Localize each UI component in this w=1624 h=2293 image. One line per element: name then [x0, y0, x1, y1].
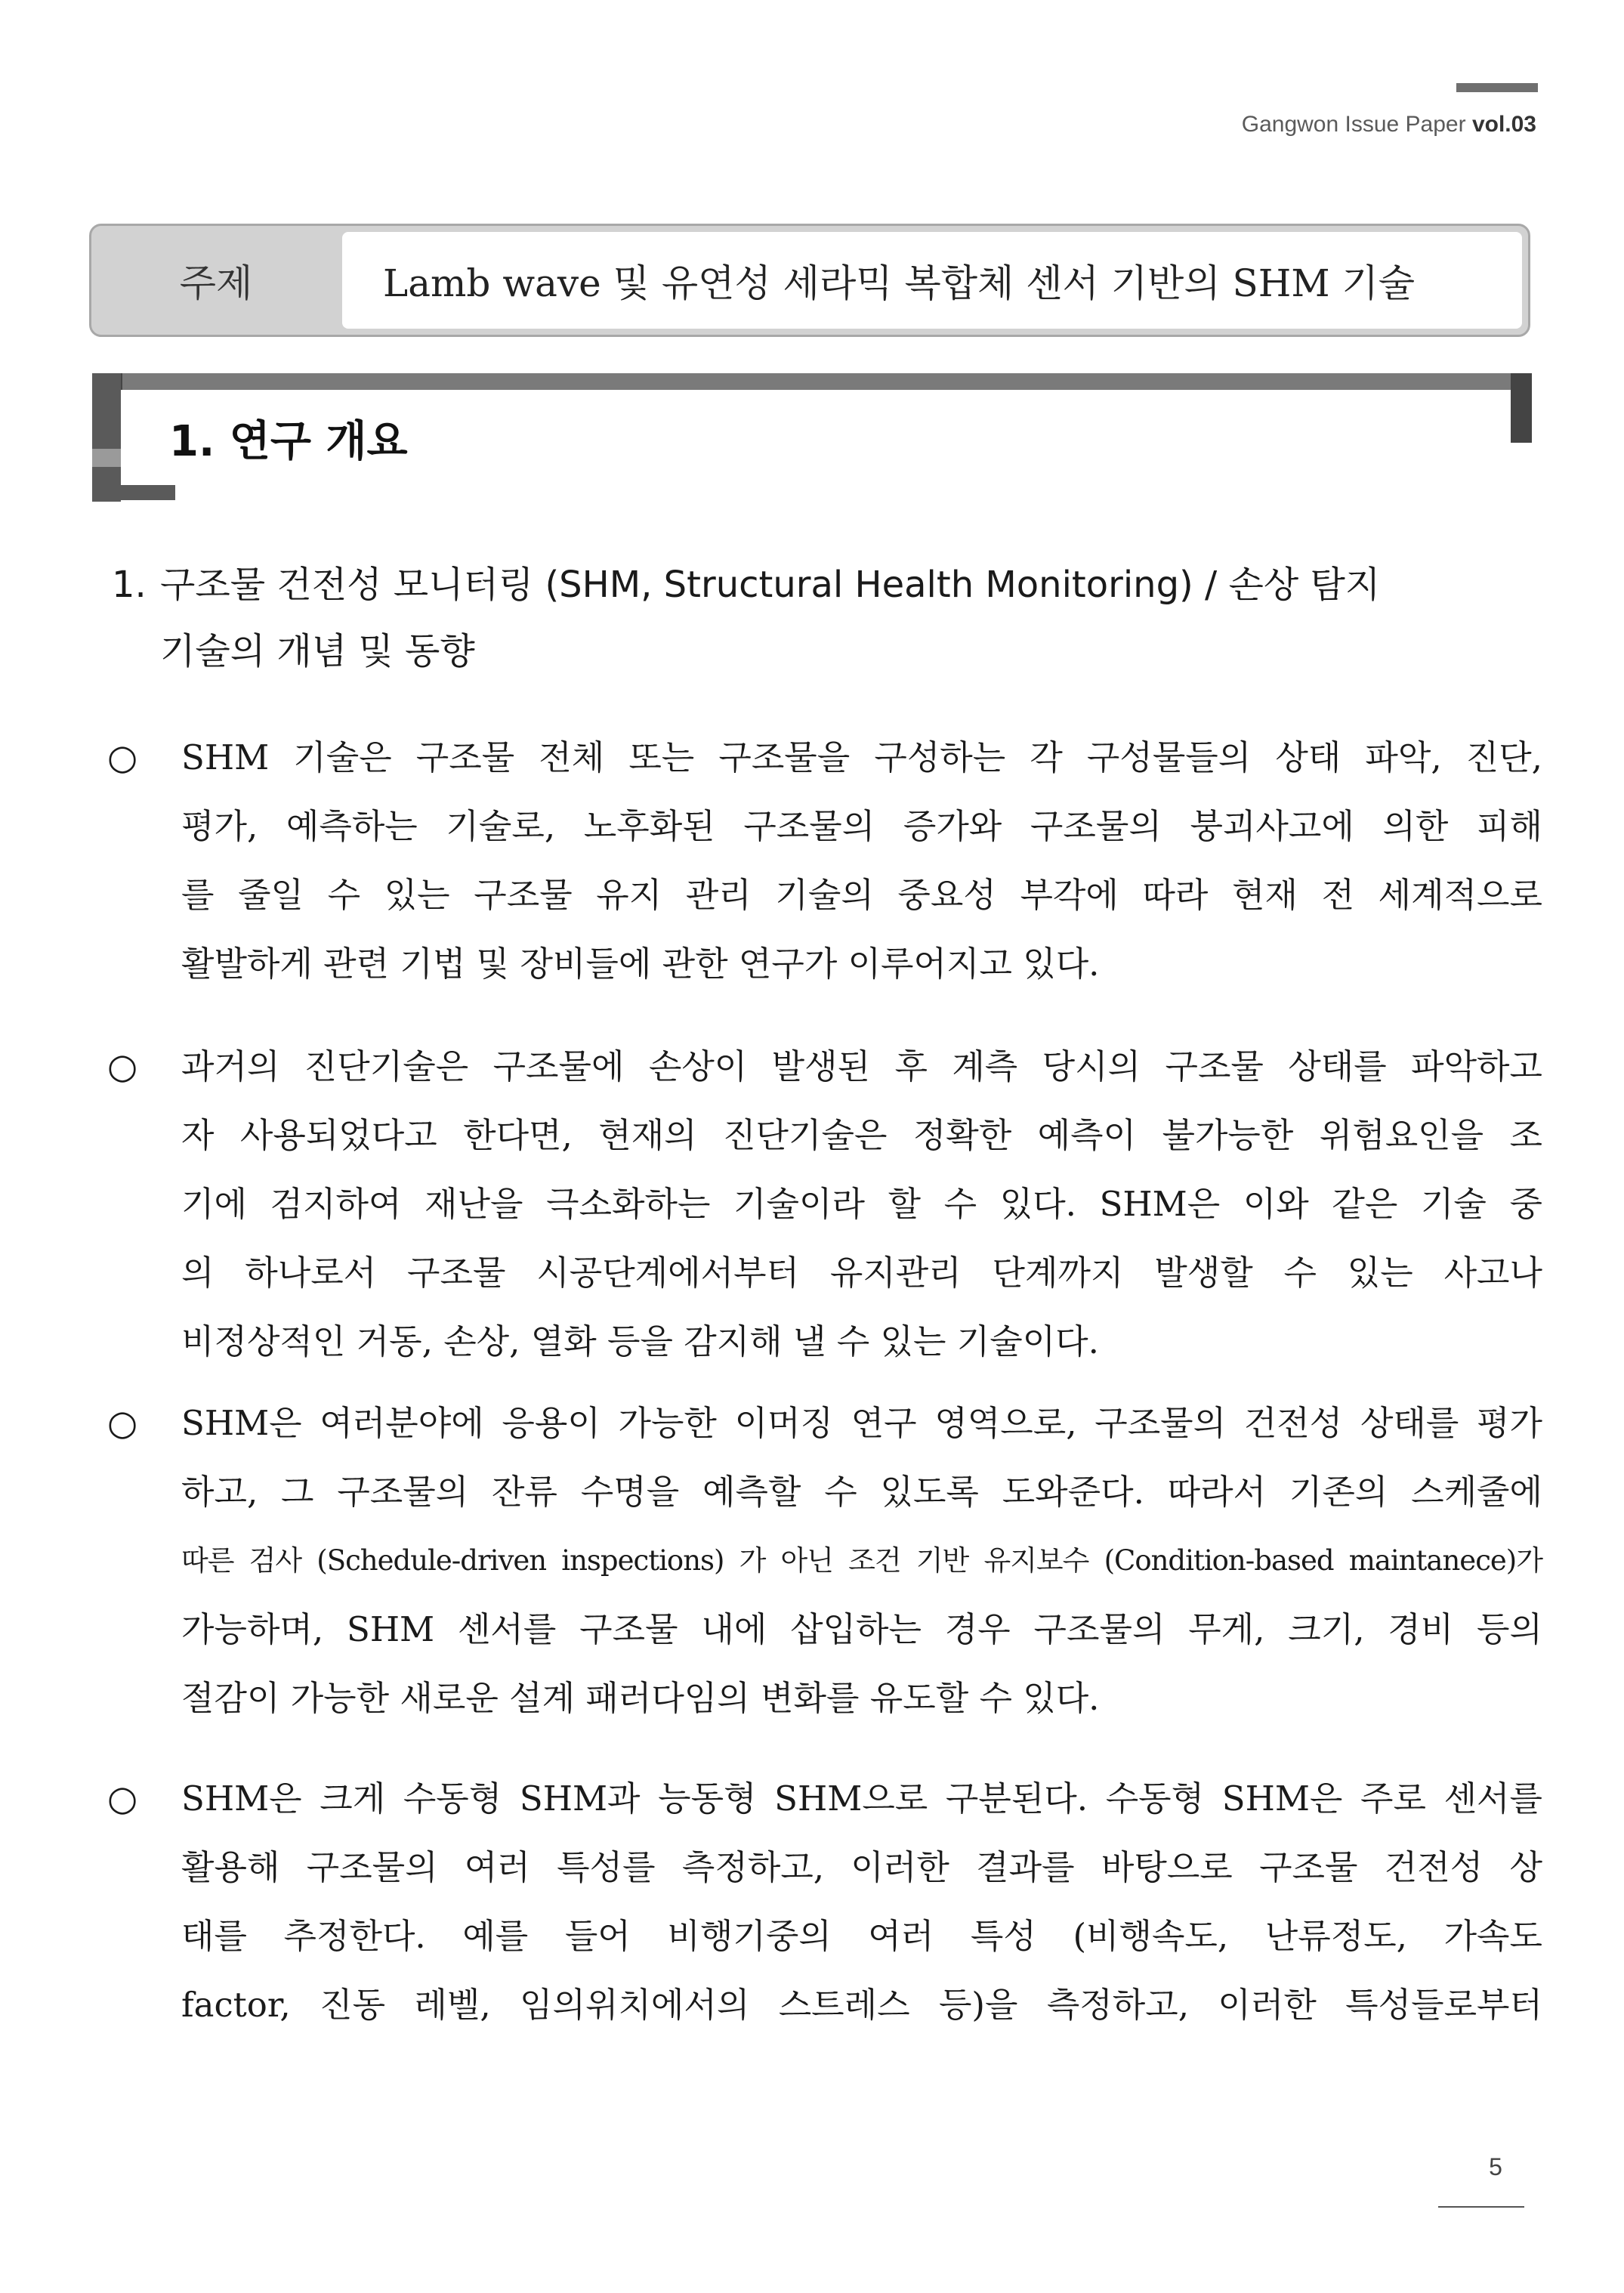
- paragraph-line: SHM은 크게 수동형 SHM과 능동형 SHM으로 구분된다. 수동형 SHM은 주로 센서를: [181, 1778, 1542, 1819]
- section-frame-left: [92, 373, 121, 502]
- paragraph-line: 태를 추정한다. 예를 들어 비행기중의 여러 특성 (비행속도, 난류정도, 가속도: [181, 1916, 1542, 1956]
- section-frame-right-tab: [1511, 373, 1532, 443]
- section-frame-left-segment: [92, 449, 121, 467]
- paragraph-line: 를 줄일 수 있는 구조물 유지 관리 기술의 중요성 부각에 따라 현재 전 세계적으로: [181, 875, 1542, 915]
- publication-name: Gangwon Issue Paper: [1241, 112, 1472, 137]
- bullet-circle-icon: ○: [107, 1402, 138, 1443]
- paragraph-line: 따른 검사 (Schedule-driven inspections) 가 아닌 조건 기반 유지보수 (Condition-based maintanece)가: [181, 1544, 1542, 1577]
- header-rule: [1456, 83, 1538, 92]
- paragraph: [107, 1764, 1542, 2039]
- subheading-number: 1.: [112, 564, 147, 606]
- topic-label: 주제: [179, 261, 253, 305]
- paragraph-line: 의 하나로서 구조물 시공단계에서부터 유지관리 단계까지 발생할 수 있는 사고나: [181, 1253, 1542, 1293]
- paragraph-line: 자 사용되었다고 한다면, 현재의 진단기술은 정확한 예측이 불가능한 위험요인을 조: [181, 1115, 1542, 1155]
- paragraph-line: 과거의 진단기술은 구조물에 손상이 발생된 후 계측 당시의 구조물 상태를 파악하고: [181, 1046, 1542, 1086]
- paragraph-line: 기에 검지하여 재난을 극소화하는 기술이라 할 수 있다. SHM은 이와 같은 기술 중: [181, 1184, 1542, 1224]
- running-header: [1242, 112, 1536, 138]
- subheading: [112, 552, 1539, 685]
- topic-title: Lamb wave 및 유연성 세라믹 복합체 센서 기반의 SHM 기술: [342, 232, 1522, 329]
- paragraph: [107, 1389, 1542, 1732]
- topic-box: [89, 224, 1530, 337]
- paragraph-line: 활용해 구조물의 여러 특성를 측정하고, 이러한 결과를 바탕으로 구조물 건전성 상: [181, 1847, 1542, 1887]
- bullet-circle-icon: ○: [107, 1778, 138, 1819]
- paragraph-line: SHM 기술은 구조물 전체 또는 구조물을 구성하는 각 구성물들의 상태 파악, 진단,: [181, 737, 1542, 777]
- page-number-rule: [1438, 2206, 1524, 2208]
- bullet-circle-icon: ○: [107, 737, 138, 777]
- paragraph: [107, 1032, 1542, 1376]
- paragraph-line: 절감이 가능한 새로운 설계 패러다임의 변화를 유도할 수 있다.: [181, 1678, 1100, 1718]
- paragraph-line: 평가, 예측하는 기술로, 노후화된 구조물의 증가와 구조물의 붕괴사고에 의한 피해: [181, 806, 1542, 846]
- section-frame-bottom: [92, 485, 175, 500]
- paragraph-line: SHM은 여러분야에 응용이 가능한 이머징 연구 영역으로, 구조물의 건전성 상태를 평가: [181, 1403, 1542, 1443]
- section-heading: 1. 연구 개요: [169, 417, 408, 466]
- subheading-line-2: 기술의 개념 및 동향: [160, 630, 475, 672]
- paragraph-line: 비정상적인 거동, 손상, 열화 등을 감지해 낼 수 있는 기술이다.: [181, 1321, 1099, 1361]
- page-number: 5: [1489, 2153, 1502, 2180]
- subheading-line-1: 구조물 건전성 모니터링 (SHM, Structural Health Monitoring) / 손상 탐지: [160, 564, 1381, 606]
- bullet-circle-icon: ○: [107, 1046, 138, 1086]
- paragraph-line: 가능하며, SHM 센서를 구조물 내에 삽입하는 경우 구조물의 무게, 크기, 경비 등의: [181, 1609, 1542, 1649]
- volume-label: vol.03: [1471, 112, 1536, 137]
- paragraph-line: factor, 진동 레벨, 임의위치에서의 스트레스 등)을 측정하고, 이러한 특성들로부터: [181, 1985, 1542, 2025]
- section-frame-top: [92, 373, 1532, 390]
- paragraph-line: 활발하게 관련 기법 및 장비들에 관한 연구가 이루어지고 있다.: [181, 944, 1100, 984]
- paragraph: [107, 723, 1542, 998]
- paragraph-line: 하고, 그 구조물의 잔류 수명을 예측할 수 있도록 도와준다. 따라서 기존의 스케줄에: [181, 1472, 1542, 1512]
